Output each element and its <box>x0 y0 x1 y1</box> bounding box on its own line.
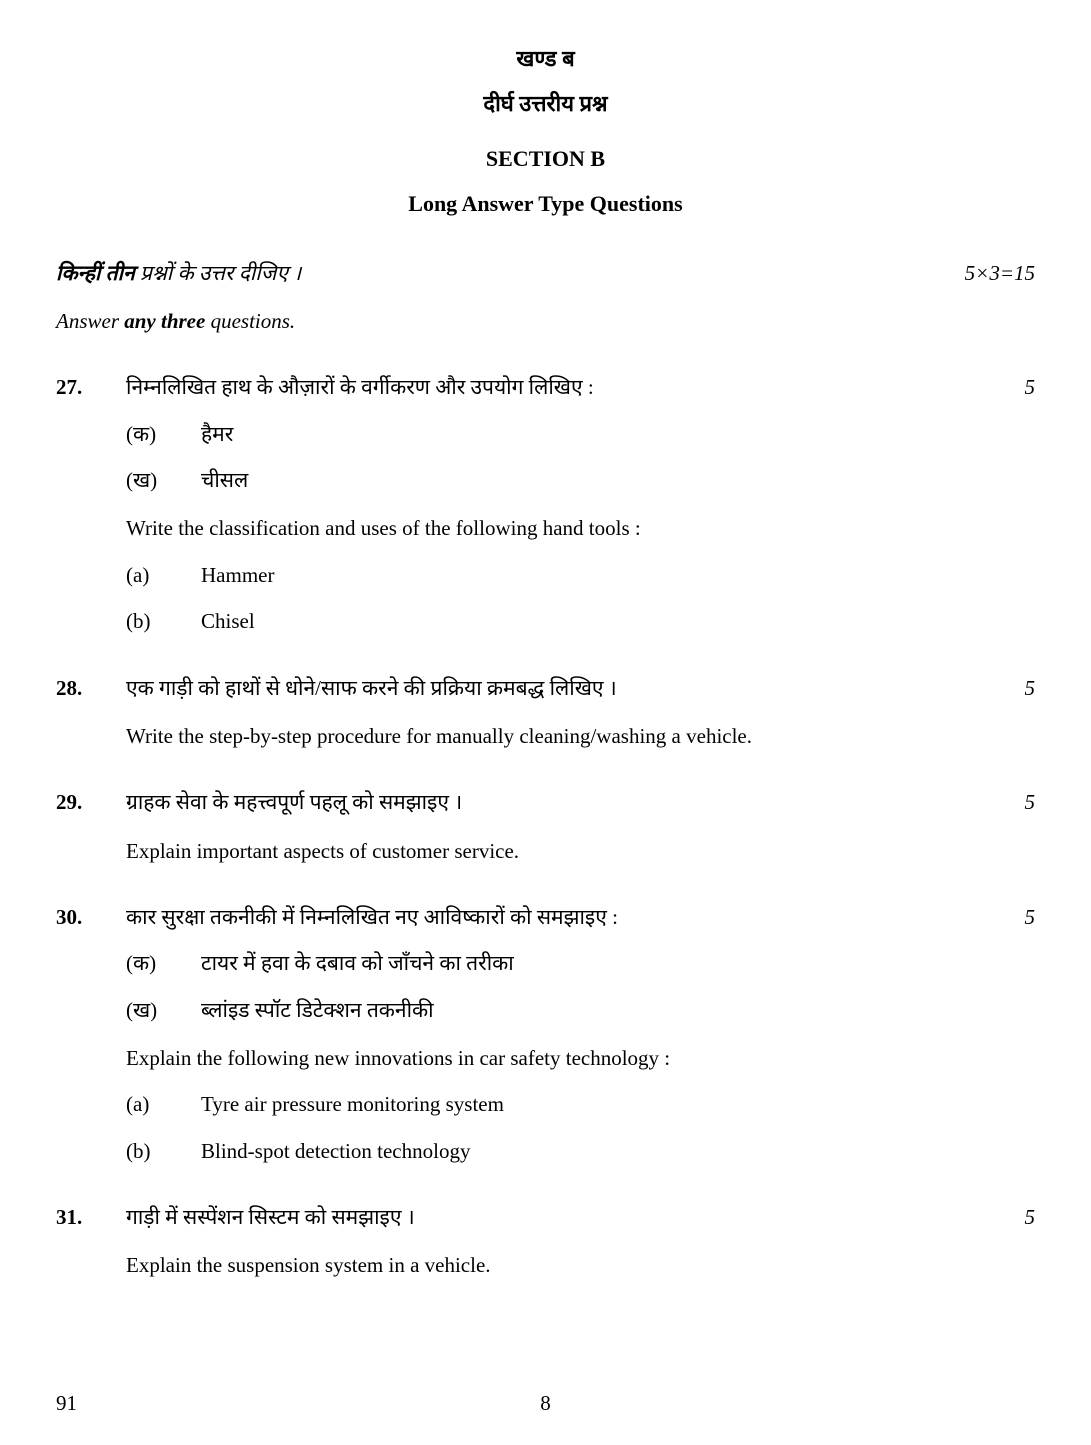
question-text-hindi: गाड़ी में सस्पेंशन सिस्टम को समझाइए । <box>126 1204 415 1229</box>
question-number: 31. <box>56 1204 83 1229</box>
question-part <box>126 561 1035 589</box>
question-29 <box>56 788 1035 865</box>
question-text-english: Explain the suspension system in a vehicle. <box>126 1253 491 1278</box>
marks-scheme: 5×3=15 <box>964 260 1035 285</box>
question-marks: 5 <box>1024 675 1035 700</box>
question-text-hindi: कार सुरक्षा तकनीकी में निम्नलिखित नए आविष्कारों को समझाइए : <box>126 904 618 929</box>
question-text-hindi: एक गाड़ी को हाथों से धोने/साफ करने की प्रक्रिया क्रमबद्ध लिखिए । <box>126 675 617 700</box>
question-28-body <box>126 722 1035 750</box>
part-text-hindi: हैमर <box>201 421 234 446</box>
instruction-hindi-rest: प्रश्नों के उत्तर दीजिए । <box>134 260 302 285</box>
instruction-english-pre: Answer <box>56 309 125 334</box>
instruction-english-bold: any three <box>124 309 206 334</box>
question-31-hindi-row <box>56 1203 1035 1231</box>
question-number: 30. <box>56 904 83 929</box>
part-label: (a) <box>126 1092 150 1117</box>
question-part <box>126 1090 1035 1118</box>
part-label: (a) <box>126 562 150 587</box>
question-text-english: Write the step-by-step procedure for manually cleaning/washing a vehicle. <box>126 723 753 748</box>
question-number: 29. <box>56 790 83 815</box>
paper-code: 91 <box>56 1390 77 1415</box>
part-label: (क) <box>126 421 157 446</box>
part-label: (ख) <box>126 468 158 493</box>
section-title-hindi: दीर्घ उत्तरीय प्रश्न <box>483 90 608 116</box>
question-27 <box>56 373 1035 635</box>
question-text-hindi: निम्नलिखित हाथ के औज़ारों के वर्गीकरण और उपयोग लिखिए : <box>126 375 594 400</box>
question-part <box>126 607 1035 635</box>
part-label: (b) <box>126 609 151 634</box>
question-text-hindi: ग्राहक सेवा के महत्त्वपूर्ण पहलू को समझाइए । <box>126 790 463 815</box>
question-text-english: Write the classification and uses of the following hand tools : <box>126 516 641 541</box>
part-label: (ख) <box>126 997 158 1022</box>
question-text-english: Explain the following new innovations in car safety technology : <box>126 1045 671 1070</box>
part-text-english: Hammer <box>201 562 275 587</box>
question-29-body <box>126 837 1035 865</box>
part-label: (b) <box>126 1138 151 1163</box>
instruction-row <box>56 259 1035 287</box>
part-label: (क) <box>126 951 157 976</box>
question-30-hindi-row <box>56 903 1035 931</box>
question-marks: 5 <box>1024 1204 1035 1229</box>
question-marks: 5 <box>1024 375 1035 400</box>
question-28 <box>56 674 1035 751</box>
question-text-english: Explain important aspects of customer service. <box>126 838 520 863</box>
question-28-hindi-row <box>56 674 1035 702</box>
part-text-hindi: चीसल <box>201 468 249 493</box>
part-text-english: Blind-spot detection technology <box>201 1138 471 1163</box>
question-27-hindi-row <box>56 373 1035 401</box>
question-part <box>126 420 1035 448</box>
question-31 <box>56 1203 1035 1280</box>
question-31-body <box>126 1251 1035 1279</box>
question-part <box>126 996 1035 1024</box>
part-text-english: Chisel <box>201 609 255 634</box>
question-30 <box>56 903 1035 1165</box>
question-number: 27. <box>56 375 83 400</box>
instruction-english <box>56 307 1035 335</box>
part-text-english: Tyre air pressure monitoring system <box>201 1092 504 1117</box>
instruction-hindi-bold: किन्हीं तीन <box>56 260 135 285</box>
part-text-hindi: टायर में हवा के दबाव को जाँचने का तरीका <box>201 951 514 976</box>
question-marks: 5 <box>1024 904 1035 929</box>
section-title-english: Long Answer Type Questions <box>408 191 683 217</box>
section-heading-hindi: खण्ड ब <box>516 46 575 71</box>
question-marks: 5 <box>1024 790 1035 815</box>
question-part <box>126 949 1035 977</box>
question-30-body <box>126 949 1035 1165</box>
question-27-body <box>126 420 1035 636</box>
question-number: 28. <box>56 675 83 700</box>
section-heading-english: SECTION B <box>485 146 606 172</box>
part-text-hindi: ब्लांइड स्पॉट डिटेक्शन तकनीकी <box>201 997 434 1022</box>
question-part <box>126 1137 1035 1165</box>
question-part <box>126 466 1035 494</box>
instruction-english-post: questions. <box>205 309 296 334</box>
question-29-hindi-row <box>56 788 1035 816</box>
page-number: 8 <box>540 1390 551 1415</box>
instruction-hindi <box>56 259 945 287</box>
